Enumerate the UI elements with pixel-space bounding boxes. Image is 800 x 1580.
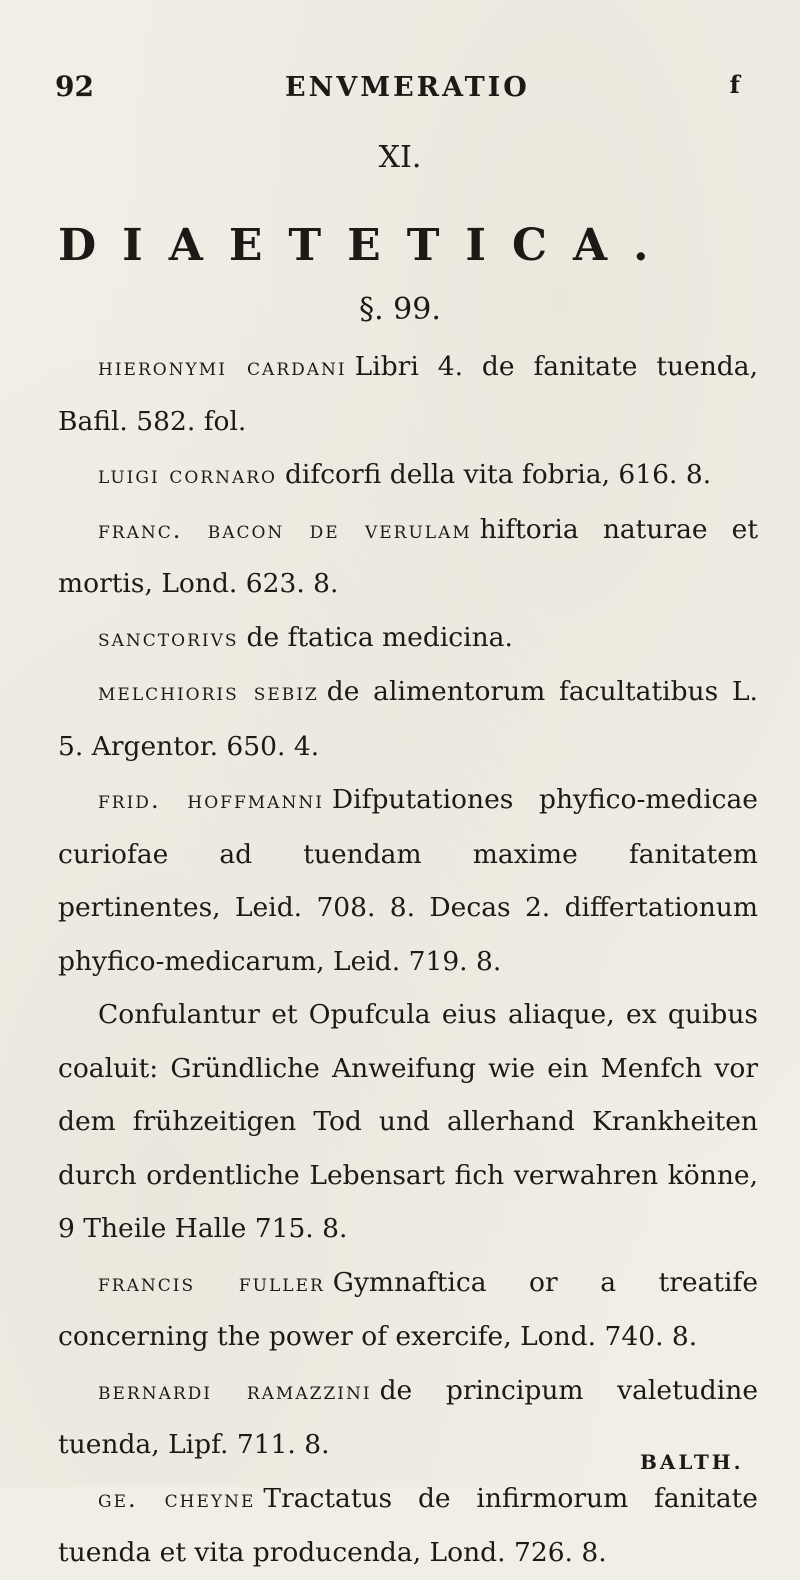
entry-text: Difputationes phyfico-medicae curiofae ad tuendam maxime fanitatem pertinentes, Leid. 708. 8. Decas 2. differtationum phyfico-medicarum, Leid. 719. 8. xyxy=(58,784,758,977)
entry-text: Gymnaftica or a treatife concerning the power of exercife, Lond. 740. 8. xyxy=(58,1266,758,1352)
bibliography-entry xyxy=(58,1256,758,1364)
entry-author: ge. cheyne xyxy=(98,1484,256,1513)
bibliography-entry xyxy=(58,665,758,773)
entry-author: melchioris sebiz xyxy=(98,678,319,706)
paragraph-mark: §. 99. xyxy=(359,292,441,327)
bibliography-entry xyxy=(58,611,758,666)
section-number: XI. xyxy=(378,140,422,175)
bibliography-entry-continuation xyxy=(58,988,758,1256)
entry-text: Confulantur et Opufcula eius aliaque, ex quibus coaluit: Gründliche Anweifung wie ein Menfch vor dem frühzeitigen Tod und allerhand Krankheiten durch ordentliche Lebensart fich verwahren könne, 9 Theile Halle 715. 8. xyxy=(58,999,758,1244)
running-head xyxy=(55,70,740,110)
entry-text: difcorfi della vita fobria, 616. 8. xyxy=(284,459,712,490)
catchword: BALTH. xyxy=(640,1450,744,1474)
entry-author: sanctorivs xyxy=(98,623,239,652)
entry-text: de alimentorum facultatibus L. 5. Argentor. 650. 4. xyxy=(58,676,758,762)
entry-author: frid. hoffmanni xyxy=(98,786,324,814)
bibliography-entry xyxy=(58,773,758,988)
section-title: DIAETETICA. xyxy=(58,220,675,271)
entry-author: bernardi ramazzini xyxy=(98,1376,372,1405)
bibliography-entries xyxy=(58,340,758,1580)
entry-author: hieronymi cardani xyxy=(98,353,347,381)
running-head-title: ENVMERATIO xyxy=(285,72,530,103)
running-head-mark: f xyxy=(729,70,740,99)
entry-text: Tractatus de infirmorum fanitate tuenda et vita producenda, Lond. 726. 8. xyxy=(58,1482,758,1568)
entry-author: franc. bacon de verulam xyxy=(98,515,472,544)
bibliography-entry xyxy=(58,340,758,448)
bibliography-entry xyxy=(58,1472,758,1580)
entry-author: luigi cornaro xyxy=(98,461,277,489)
entry-text: de principum valetudine tuenda, Lipf. 711. 8. xyxy=(58,1374,758,1460)
entry-text: hiftoria naturae et mortis, Lond. 623. 8. xyxy=(58,513,759,599)
entry-text: Libri 4. de fanitate tuenda, Bafil. 582. fol. xyxy=(58,351,758,437)
entry-author: francis fuller xyxy=(98,1268,325,1297)
bibliography-entry xyxy=(58,448,758,503)
bibliography-entry xyxy=(58,503,758,611)
entry-text: de ftatica medicina. xyxy=(246,621,513,653)
page-number: 92 xyxy=(55,70,94,103)
